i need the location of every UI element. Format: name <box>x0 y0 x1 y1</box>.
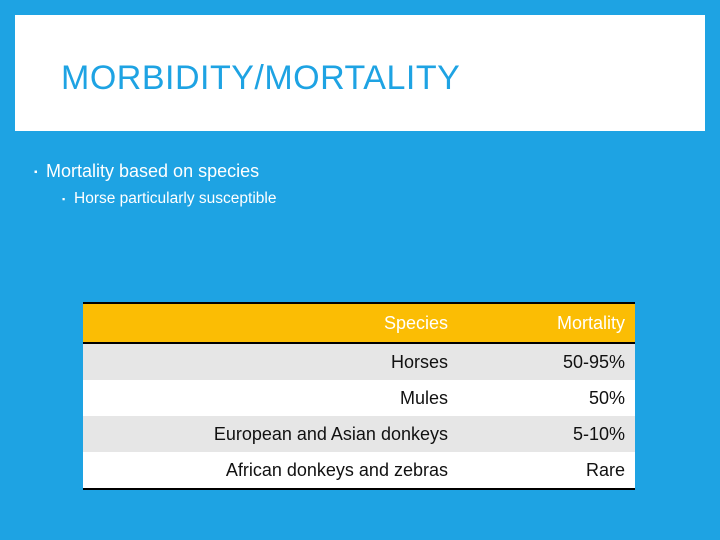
sub-bullet-text: Horse particularly susceptible <box>74 190 277 207</box>
table-row <box>83 416 635 452</box>
cell-mortality: 50% <box>458 380 635 416</box>
cell-species: Horses <box>83 343 458 380</box>
bullet-icon: ▪ <box>34 166 38 178</box>
cell-mortality: Rare <box>458 452 635 489</box>
cell-species: European and Asian donkeys <box>83 416 458 452</box>
header-species: Species <box>83 303 458 343</box>
header-mortality: Mortality <box>458 303 635 343</box>
table-row <box>83 380 635 416</box>
table-header-row <box>83 303 635 343</box>
bullet-text: Mortality based on species <box>46 161 260 181</box>
table-row <box>83 343 635 380</box>
cell-species: African donkeys and zebras <box>83 452 458 489</box>
mortality-table <box>83 302 635 490</box>
bullet-item <box>34 161 259 182</box>
sub-bullet-item <box>62 190 276 208</box>
cell-species: Mules <box>83 380 458 416</box>
cell-mortality: 5-10% <box>458 416 635 452</box>
title-box <box>15 15 705 131</box>
table-row <box>83 452 635 489</box>
slide-title: MORBIDITY/MORTALITY <box>61 59 461 97</box>
bullet-icon: ▪ <box>62 193 66 204</box>
cell-mortality: 50-95% <box>458 343 635 380</box>
